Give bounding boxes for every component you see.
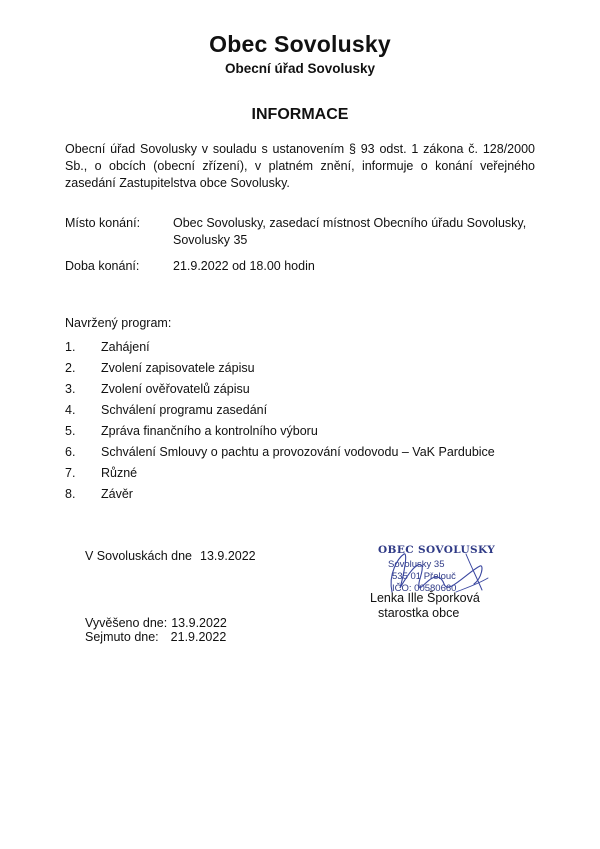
list-item-number: 5. <box>65 424 76 438</box>
signer-role: starostka obce <box>378 606 460 620</box>
list-item-number: 3. <box>65 382 76 396</box>
list-item-text: Závěr <box>101 487 133 501</box>
list-item-number: 1. <box>65 340 76 354</box>
signer-block <box>370 591 480 621</box>
posted-value: 13.9.2022 <box>171 616 227 630</box>
list-item <box>65 424 545 445</box>
meeting-place-value: Obec Sovolusky, zasedací místnost Obecního úřadu Sovolusky, Sovolusky 35 <box>173 216 527 247</box>
list-item-text: Zahájení <box>101 340 150 354</box>
list-item-number: 2. <box>65 361 76 375</box>
meeting-time-row <box>65 258 545 275</box>
stamp-city: 535 01 Přelouč <box>392 571 456 582</box>
list-item-number: 6. <box>65 445 76 459</box>
list-item <box>65 403 545 424</box>
list-item <box>65 445 545 466</box>
office-subtitle: Obecní úřad Sovolusky <box>224 61 376 76</box>
stamp-address: Sovolusky 35 <box>388 559 445 570</box>
program-label: Navržený program: <box>65 316 172 330</box>
list-item-text: Zvolení ověřovatelů zápisu <box>101 382 250 396</box>
intro-paragraph: Obecní úřad Sovolusky v souladu s ustanovením § 93 odst. 1 zákona č. 128/2000 Sb., o obcích (obecní zřízení), v platném znění, informuje o konání veřejného zasedání Zastupitelstva obce Sovolusky. <box>65 142 535 190</box>
meeting-time-value: 21.9.2022 od 18.00 hodin <box>173 259 315 273</box>
list-item-number: 7. <box>65 466 76 480</box>
list-item <box>65 466 545 487</box>
list-item <box>65 382 545 403</box>
document-heading: INFORMACE <box>251 106 349 123</box>
signing-date-value: 13.9.2022 <box>200 549 256 563</box>
meeting-place-label: Místo konání: <box>65 216 141 230</box>
posted-row <box>85 616 227 630</box>
list-item <box>65 487 545 508</box>
posted-label: Vyvěšeno dne: <box>85 616 168 630</box>
list-item-text: Zvolení zapisovatele zápisu <box>101 361 255 375</box>
list-item <box>65 340 545 361</box>
list-item-number: 4. <box>65 403 76 417</box>
meeting-time-label: Doba konání: <box>65 259 140 273</box>
page-title: Obec Sovolusky <box>209 31 391 57</box>
signer-name: Lenka Ille Šporková <box>370 591 480 605</box>
list-item-text: Zpráva finančního a kontrolního výboru <box>101 424 318 438</box>
removed-row <box>85 630 227 644</box>
list-item <box>65 361 545 382</box>
posting-dates <box>85 616 227 644</box>
signing-place-label: V Sovoluskách dne <box>85 549 193 563</box>
list-item-text: Schválení Smlouvy o pachtu a provozování vodovodu – VaK Pardubice <box>101 445 495 459</box>
removed-label: Sejmuto dne: <box>85 630 159 644</box>
removed-value: 21.9.2022 <box>170 630 227 644</box>
program-list <box>65 340 545 508</box>
signing-place-date <box>85 549 256 563</box>
list-item-number: 8. <box>65 487 76 501</box>
stamp-ico: IČO: 00580660 <box>392 583 457 594</box>
list-item-text: Různé <box>101 466 138 480</box>
meeting-place-row <box>65 215 545 249</box>
list-item-text: Schválení programu zasedání <box>101 403 268 417</box>
stamp-title: OBEC SOVOLUSKY <box>378 544 496 556</box>
